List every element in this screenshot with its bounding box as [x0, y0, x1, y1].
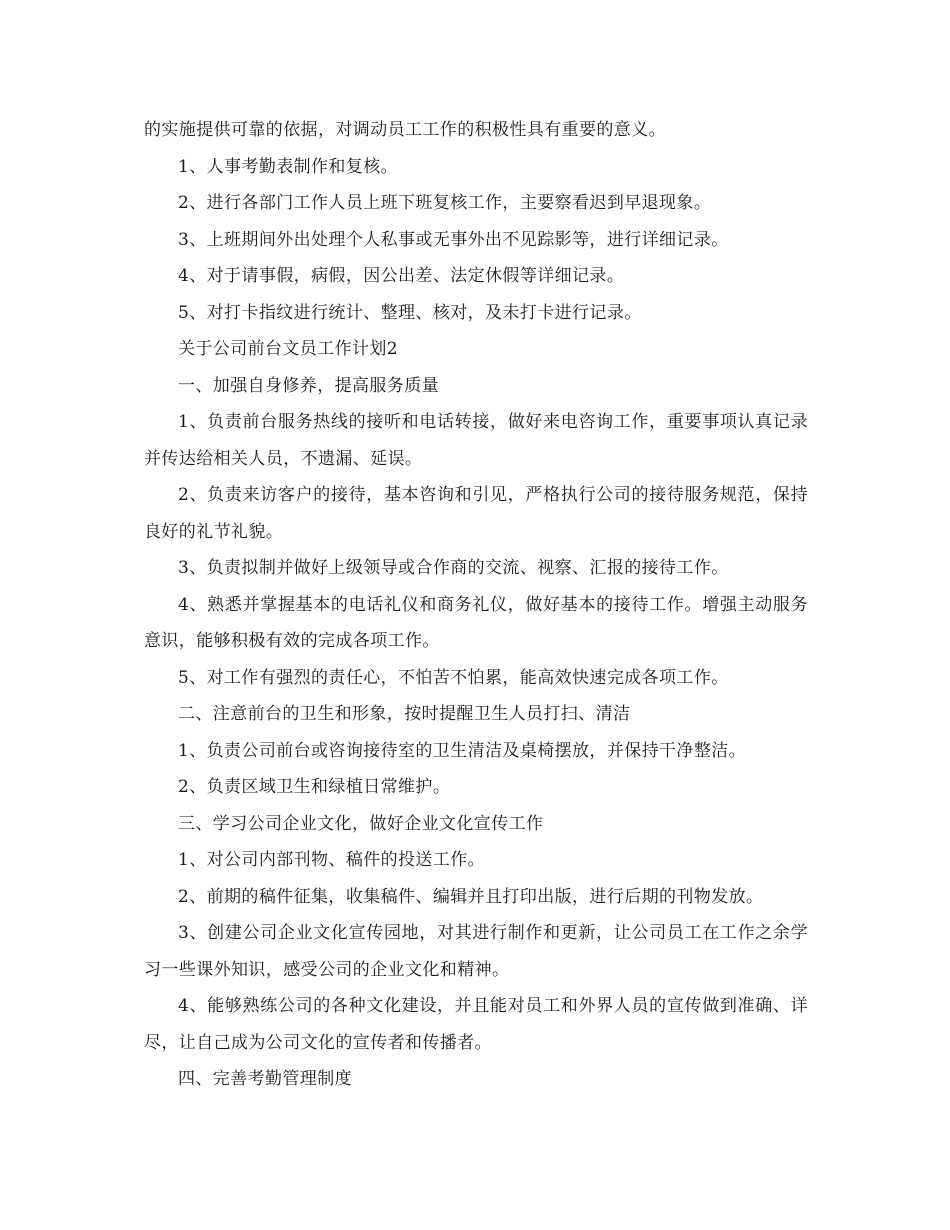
paragraph: 三、学习公司企业文化，做好企业文化宣传工作 — [178, 813, 544, 834]
paragraph: 4、能够熟练公司的各种文化建设，并且能对员工和外界人员的宣传做到准确、详尽，让自己成为公司文化的宣传者和传播者。 — [144, 996, 808, 1053]
paragraph: 4、熟悉并掌握基本的电话礼仪和商务礼仪，做好基本的接待工作。增强主动服务意识，能够积极有效的完成各项工作。 — [144, 594, 808, 651]
paragraph: 5、对打卡指纹进行统计、整理、核对，及未打卡进行记录。 — [178, 302, 642, 323]
paragraph: 3、负责拟制并做好上级领导或合作商的交流、视察、汇报的接待工作。 — [178, 558, 729, 578]
paragraph: 5、对工作有强烈的责任心，不怕苦不怕累，能高效快速完成各项工作。 — [178, 667, 729, 688]
paragraph: 1、负责前台服务热线的接听和电话转接，做好来电咨询工作，重要事项认真记录并传达给相关人员，不遗漏、延误。 — [144, 412, 808, 469]
paragraph: 3、上班期间外出处理个人私事或无事外出不见踪影等，进行详细记录。 — [178, 229, 729, 250]
paragraph: 2、进行各部门工作人员上班下班复核工作，主要察看迟到早退现象。 — [178, 193, 712, 213]
document-body — [144, 112, 808, 1098]
paragraph: 4、对于请事假，病假，因公出差、法定休假等详细记录。 — [178, 266, 625, 286]
paragraph: 3、创建公司企业文化宣传园地，对其进行制作和更新，让公司员工在工作之余学习一些课外知识，感受公司的企业文化和精神。 — [144, 923, 808, 980]
paragraph: 二、注意前台的卫生和形象，按时提醒卫生人员打扫、清洁 — [178, 704, 631, 724]
paragraph: 关于公司前台文员工作计划2 — [178, 339, 399, 359]
paragraph: 四、完善考勤管理制度 — [178, 1069, 352, 1089]
paragraph: 1、人事考勤表制作和复核。 — [178, 156, 399, 177]
paragraph: 2、负责区域卫生和绿植日常维护。 — [178, 777, 451, 797]
paragraph: 1、负责公司前台或咨询接待室的卫生清洁及桌椅摆放，并保持干净整洁。 — [178, 740, 747, 761]
paragraph: 2、负责来访客户的接待，基本咨询和引见，严格执行公司的接待服务规范，保持良好的礼节礼貌。 — [144, 485, 808, 542]
paragraph: 1、对公司内部刊物、稿件的投送工作。 — [178, 850, 486, 870]
paragraph: 一、加强自身修养，提高服务质量 — [178, 375, 439, 396]
paragraph: 的实施提供可靠的依据，对调动员工工作的积极性具有重要的意义。 — [144, 120, 666, 140]
paragraph: 2、前期的稿件征集，收集稿件、编辑并且打印出版，进行后期的刊物发放。 — [178, 886, 764, 907]
